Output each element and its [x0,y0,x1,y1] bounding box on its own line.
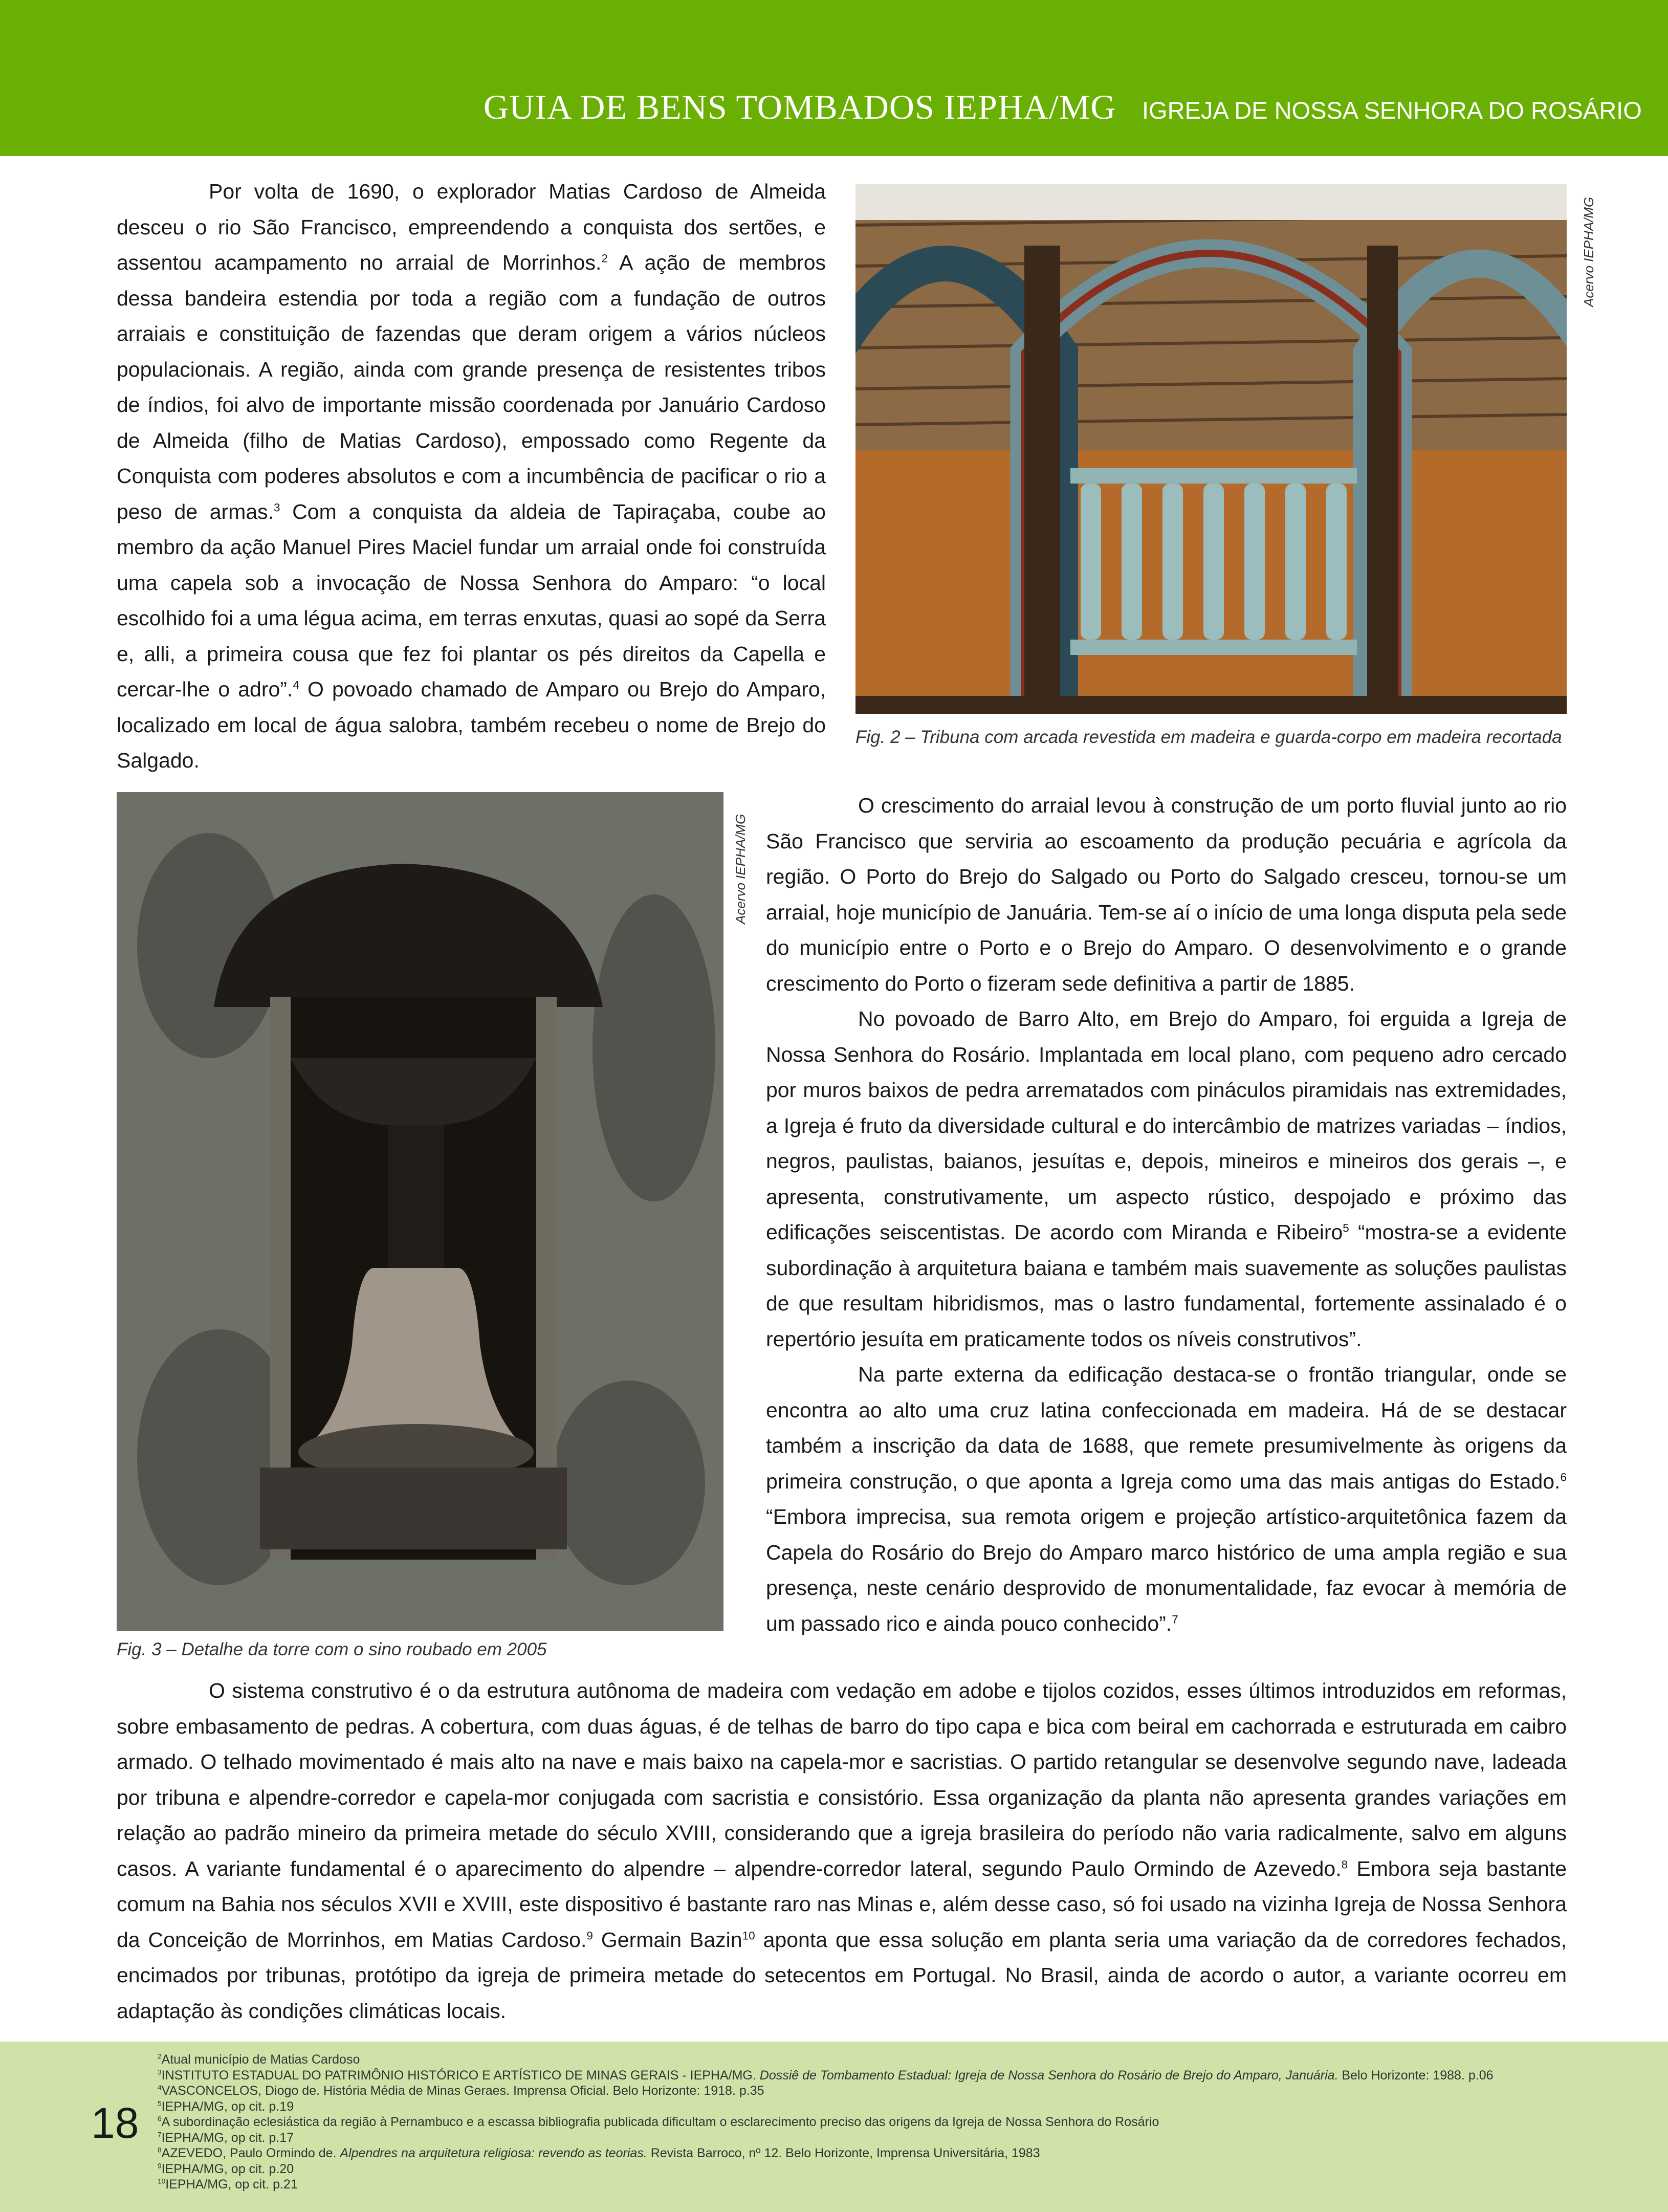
paragraph-4: Na parte externa da edificação destaca-se o frontão triangular, onde se encontra ao alto uma cruz latina confeccionada em madeira. Há de se destacar também a inscrição da data de 1688, que remete presumivelmente às origens da primeira construção, o que aponta a Igreja como uma das mais antigas do Estado.$^6$ “Embora imprecisa, sua remota origem e projeção artístico-arquitetônica fazem da Capela do Rosário do Brejo do Amparo marco histórico de uma ampla região e sua presença, neste cenário desprovido de monumentalidade, faz evocar à memória de um passado rico e ainda pouco conhecido”.$^7$ [766,1363,1567,1635]
footnote-item: $^2$Atual município de Matias Cardoso [158,2052,360,2067]
paragraph-1: Por volta de 1690, o explorador Matias Cardoso de Almeida desceu o rio São Francisco, empreendendo a conquista dos sertões, e assentou acampamento no arraial de Morrinhos.$^2$ A ação de membros dessa bandeira estendia por toda a região com a fundação de outros arraiais e constituição de fazendas que deram origem a vários núcleos populacionais. A região, ainda com grande presença de resistentes tribos de índios, foi alvo de importante missão coordenada por Januário Cardoso de Almeida (filho de Matias Cardoso), empossado como Regente da Conquista com poderes absolutos e com a incumbência de pacificar o rio a peso de armas.$^3$ Com a conquista da aldeia de Tapiraçaba, coube ao membro da ação Manuel Pires Maciel fundar um arraial onde foi construída uma capela sob a invocação de Nossa Senhora do Amparo: “o local escolhido foi a uma légua acima, em terras enxutas, quasi ao sopé da Serra e, alli, a primeira cousa que fez foi plantar os pés direitos da Capella e cercar-lhe o adro”.$^4$ O povoado chamado de Amparo ou Brejo do Amparo, localizado em local de água salobra, também recebeu o nome de Brejo do Salgado. [117,180,826,772]
footnote-item: $^4$VASCONCELOS, Diogo de. História Média de Minas Geraes. Imprensa Oficial. Belo Horizonte: 1918. p.35 [158,2084,764,2098]
footnote-ref: 2 [601,252,608,265]
page-number: 18 [91,2099,139,2147]
footnote-ref: 4 [293,678,299,692]
footnote-item: $^6$A subordinação eclesiástica da região à Pernambuco e a escassa bibliografia publicada dificultam o esclarecimento preciso das origens da Igreja de Nossa Senhora do Rosário [158,2115,1159,2129]
fig2-caption: Fig. 2 – Tribuna com arcada revestida em madeira e guarda-corpo em madeira recortada [855,727,1562,747]
fig3-caption: Fig. 3 – Detalhe da torre com o sino roubado em 2005 [117,1639,547,1659]
footnote-item: $^7$IEPHA/MG, op cit. p.17 [158,2130,294,2145]
paragraph-2: O crescimento do arraial levou à construção de um porto fluvial junto ao rio São Francisco que serviria ao escoamento da produção pecuária e agrícola da região. O Porto do Brejo do Salgado ou Porto do Salgado cresceu, tornou-se um arraial, hoje município de Januária. Tem-se aí o início de uma longa disputa pela sede do município entre o Porto e o Brejo do Amparo. O desenvolvimento e o grande crescimento do Porto o fizeram sede definitiva a partir de 1885. [766,794,1567,995]
footnote-ref: 3 [274,500,280,514]
paragraph-3: No povoado de Barro Alto, em Brejo do Amparo, foi erguida a Igreja de Nossa Senhora do Rosário. Implantada em local plano, com pequeno adro cercado por muros baixos de pedra arrematados com pináculos piramidais nas extremidades, a Igreja é fruto da diversidade cultural e do intercâmbio de matrizes variadas – índios, negros, paulistas, baianos, jesuítas e, depois, mineiros e mineiros dos gerais –, e apresenta, construtivamente, um aspecto rústico, despojado e próximo das edificações seiscentistas. De acordo com Miranda e Ribeiro$^5$ “mostra-se a evidente subordinação à arquitetura baiana e também mais suavemente as soluções paulistas de que resultam hibridismos, mas o lastro fundamental, fortemente assinalado é o repertório jesuíta em praticamente todos os níveis construtivos”. [766,1007,1567,1351]
footnotes [158,2052,1590,2193]
footnote-item: $^9$IEPHA/MG, op cit. p.20 [158,2161,294,2176]
tribuna-image [855,184,1567,714]
church-subtitle: IGREJA DE NOSSA SENHORA DO ROSÁRIO [1142,97,1642,124]
bell-photo [117,792,723,1631]
tribuna-photo [855,184,1567,714]
footnote-ref: 5 [1343,1221,1349,1235]
footnote-ref: 10 [742,1929,755,1942]
fig2-credit: Acervo IEPHA/MG [1581,196,1596,307]
footnote-ref: 9 [586,1929,593,1942]
right-column-text [766,788,1567,1641]
footnote-item: $^{10}$IEPHA/MG, op cit. p.21 [158,2177,298,2192]
footnote-item: $^3$INSTITUTO ESTADUAL DO PATRIMÔNIO HISTÓRICO E ARTÍSTICO DE MINAS GERAIS - IEPHA/MG. Dossiê de Tombamento Estadual: Igreja de Nossa Senhora do Rosário de Brejo do Amparo, Januária. Belo Horizonte: 1988. p.06 [158,2068,1494,2083]
footnote-ref: 7 [1172,1612,1178,1626]
paragraph-5: O sistema construtivo é o da estrutura autônoma de madeira com vedação em adobe e tijolos cozidos, esses últimos introduzidos em reformas, sobre embasamento de pedras. A cobertura, com duas águas, é de telhas de barro do tipo capa e bica com beiral em cachorrada e estruturada em caibro armado. O telhado movimentado é mais alto na nave e mais baixo na capela-mor e sacristias. O partido retangular se desenvolve segundo nave, ladeada por tribuna e alpendre-corredor e capela-mor conjugada com sacristia e consistório. Essa organização da planta não apresenta grandes variações em relação ao padrão mineiro da primeira metade do século XVIII, considerando que a igreja brasileira do período não varia radicalmente, salvo em alguns casos. A variante fundamental é o aparecimento do alpendre – alpendre-corredor lateral, segundo Paulo Ormindo de Azevedo.$^8$ Embora seja bastante comum na Bahia nos séculos XVII e XVIII, este dispositivo é bastante raro nas Minas e, além desse caso, só foi usado na vizinha Igreja de Nossa Senhora da Conceição de Morrinhos, em Matias Cardoso.$^9$ Germain Bazin$^{10}$ aponta que essa solução em planta seria uma variação da de corredores fechados, encimados por tribunas, protótipo da igreja de primeira metade do setecentos em Portugal. No Brasil, ainda de acordo o autor, a variante ocorreu em adaptação às condições climáticas locais. [117,1679,1567,2023]
fig3-credit: Acervo IEPHA/MG [733,814,748,924]
footnote-ref: 8 [1341,1857,1348,1871]
footnote-ref: 6 [1560,1470,1567,1483]
guide-title: GUIA DE BENS TOMBADOS IEPHA/MG [484,87,1116,126]
footnote-item: $^8$AZEVEDO, Paulo Ormindo de. Alpendres na arquitetura religiosa: revendo as teorias. Revista Barroco, nº 12. Belo Horizonte, Imprensa Universitária, 1983 [158,2146,1040,2160]
footnote-item: $^5$IEPHA/MG, op cit. p.19 [158,2099,294,2114]
bell-image [117,792,723,1631]
page-header [0,0,1668,156]
